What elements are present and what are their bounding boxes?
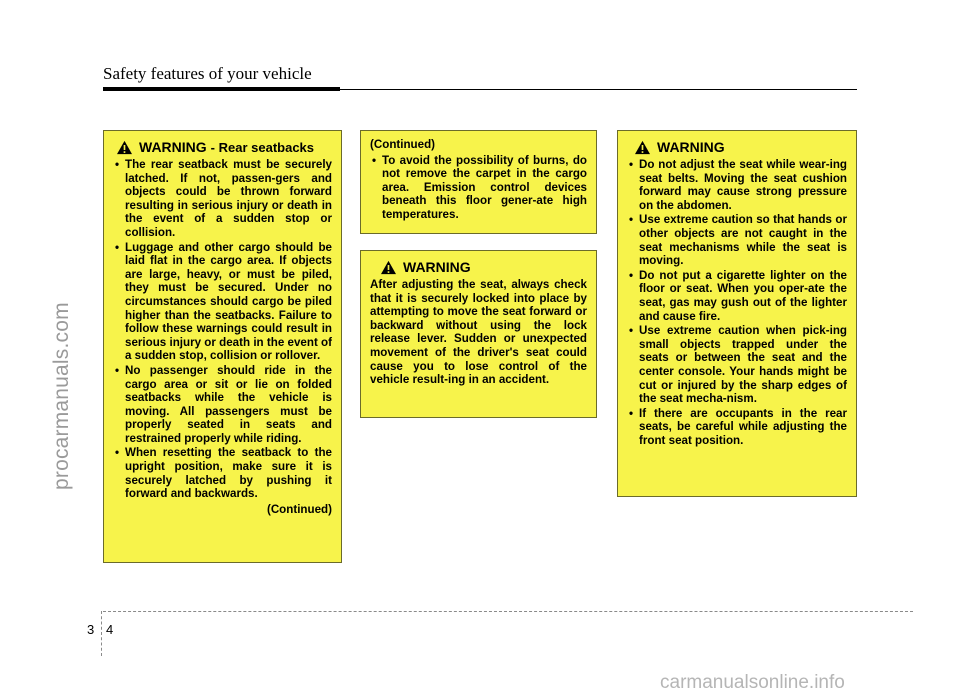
continued-label: (Continued) — [370, 138, 436, 151]
bullet-item: • If there are occupants in the rear seats, be careful while adjusting the front seat position. — [627, 407, 847, 448]
warning-box-seat-adjust — [617, 130, 857, 497]
page-chapter-number: 3 — [87, 622, 95, 637]
continued-box-burns — [360, 130, 597, 234]
bullet-list — [113, 158, 332, 501]
warning-triangle-icon — [380, 260, 397, 275]
warning-title: WARNING — [657, 138, 725, 155]
warning-header — [627, 140, 847, 155]
bullet-item: • Use extreme caution so that hands or other objects are not caught in the seat mechanisms while the seat is moving. — [627, 213, 847, 267]
continued-label: (Continued) — [266, 502, 332, 516]
bullet-item: • When resetting the seatback to the upright position, make sure it is securely latched by pushing it forward and backwards. — [113, 446, 332, 500]
bullet-item: • To avoid the possibility of burns, do not remove the carpet in the cargo area. Emission control devices beneath this floor gener-ate high temperatures. — [370, 154, 587, 222]
bullet-item: • Do not adjust the seat while wear-ing seat belts. Moving the seat cushion forward may cause strong pressure on the abdomen. — [627, 158, 847, 212]
bullet-list — [370, 154, 587, 222]
header-rule-thick — [103, 87, 340, 91]
warning-triangle-icon — [634, 140, 651, 155]
bottom-watermark: carmanualsonline.info — [660, 672, 845, 693]
warning-body-text: After adjusting the seat, always check that it is securely locked into place by attempting to move the seat forward or backward without using the lock release lever. Sudden or unexpected movement of the driver's seat could cause you to lose control of the vehicle result-ing in an accident. — [370, 278, 587, 387]
warning-header — [370, 260, 587, 275]
warning-header — [113, 140, 332, 155]
page-header-title: Safety features of your vehicle — [103, 64, 312, 83]
bullet-item: • Do not put a cigarette lighter on the floor or seat. When you oper-ate the seat, gas may gush out of the lighter and cause fire. — [627, 269, 847, 323]
warning-triangle-icon — [116, 140, 133, 155]
footer-rule — [103, 611, 913, 612]
bullet-list — [627, 158, 847, 447]
bullet-item: • Use extreme caution when pick-ing small objects trapped under the seats or between the seat and the center console. Your hands might be cut or injured by the sharp edges of the seat mecha-nism. — [627, 324, 847, 406]
side-watermark-text: procarmanuals.com — [50, 302, 73, 490]
warning-title: WARNING — [403, 258, 471, 275]
bullet-item: • No passenger should ride in the cargo area or sit or lie on folded seatbacks while the vehicle is moving. All passengers must be properly seated in seats and restrained properly while riding. — [113, 364, 332, 446]
warning-subtitle: - Rear seatbacks — [210, 139, 315, 155]
warning-title: WARNING — [139, 138, 207, 155]
bullet-item: • Luggage and other cargo should be laid flat in the cargo area. If objects are large, heavy, or must be piled, they must be secured. Under no circumstances should cargo be piled higher than the seatbacks. Failure to follow these warnings could result in serious injury or death in the event of a sudden stop, collision or rollover. — [113, 241, 332, 363]
warning-box-seat-lock — [360, 250, 597, 418]
page-number: 4 — [106, 622, 114, 637]
header-rule-thin — [340, 89, 857, 90]
bullet-item: • The rear seatback must be securely latched. If not, passen-gers and objects could be thrown forward resulting in serious injury or death in the event of a sudden stop or collision. — [113, 158, 332, 240]
footer-vertical-rule — [101, 611, 102, 656]
warning-box-rear-seatbacks — [103, 130, 342, 563]
